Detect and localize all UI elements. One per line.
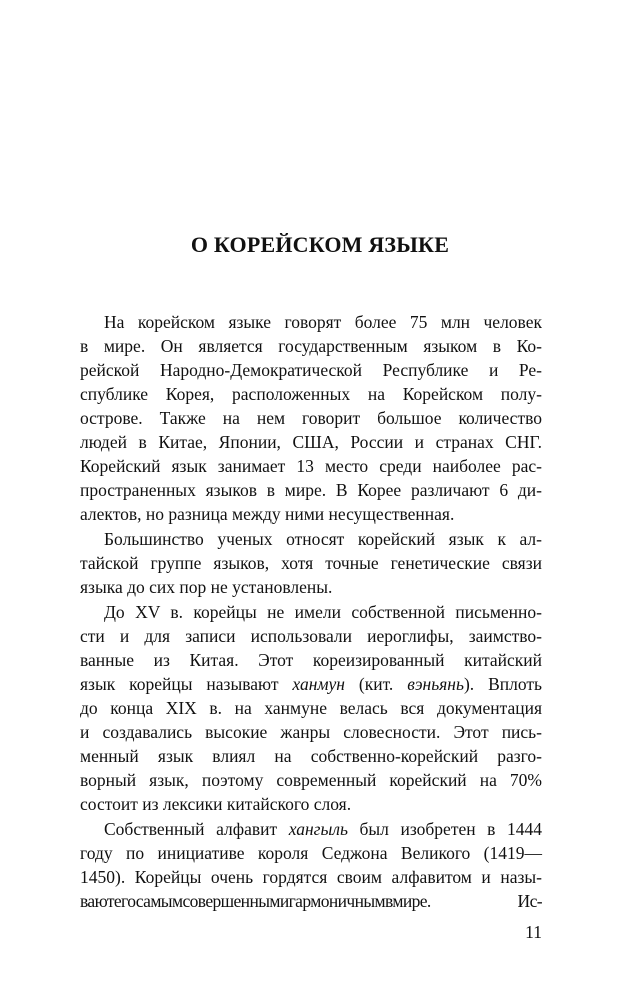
text-run: был изобретен в 1444	[347, 819, 542, 839]
paragraph-2-line-3: языка до сих пор не установлены.	[80, 577, 333, 597]
text-run: ). Вплоть	[463, 674, 542, 694]
paragraph-1-line-2: в мире. Он является государственным языком в Ко-	[80, 336, 542, 356]
paragraph-1-line-6: людей в Китае, Японии, США, России и странах СНГ.	[80, 432, 542, 452]
paragraph-4-line-1	[104, 817, 542, 841]
paragraph-3-line-5: до конца XIX в. на ханмуне велась вся документация	[80, 698, 542, 718]
paragraph-1-line-4: спублике Корея, расположенных на Корейском полу-	[80, 384, 542, 404]
paragraph-3-line-3: ванные из Китая. Этот кореизированный китайский	[80, 650, 542, 670]
paragraph-3-line-6: и создавались высокие жанры словесности. Этот пись-	[80, 722, 542, 742]
paragraph-1-line-3: рейской Народно-Демократической Республике и Ре-	[80, 360, 542, 380]
paragraph-1-line-9: алектов, но разница между ними несущественная.	[80, 504, 455, 524]
paragraph-2-line-1: Большинство ученых относят корейский язык к ал-	[104, 529, 542, 549]
paragraph-1-line-1: На корейском языке говорят более 75 млн человек	[104, 312, 542, 332]
italic-term-wenyan: вэньянь	[407, 674, 464, 694]
paragraph-1-line-7: Корейский язык занимает 13 место среди наиболее рас-	[80, 456, 542, 476]
paragraph-1-line-8: пространенных языков в мире. В Корее различают 6 ди-	[80, 480, 542, 500]
paragraph-4-line-4: ваютегосамымсовершеннымигармоничнымвмире. Ис-	[80, 891, 542, 911]
paragraph-3-line-9: состоит из лексики китайского слоя.	[80, 794, 352, 814]
chapter-title: О КОРЕЙСКОМ ЯЗЫКЕ	[190, 232, 450, 257]
paragraph-2-line-2: тайской группе языков, хотя точные генетические связи	[80, 553, 542, 573]
paragraph-3-line-2: сти и для записи использовали иероглифы, заимство-	[80, 626, 542, 646]
paragraph-3-line-1: До XV в. корейцы не имели собственной письменно-	[104, 602, 542, 622]
italic-term-hanmun: ханмун	[292, 674, 345, 694]
text-run: Собственный алфавит	[104, 819, 289, 839]
paragraph-4-line-3: 1450). Корейцы очень гордятся своим алфавитом и назы-	[80, 867, 542, 887]
paragraph-3-line-8: ворный язык, поэтому современный корейский на 70%	[80, 770, 542, 790]
text-run: язык корейцы называют	[80, 674, 293, 694]
paragraph-4-line-2: году по инициативе короля Седжона Великого (1419—	[80, 843, 542, 863]
page-number: 11	[525, 922, 542, 942]
paragraph-3-line-7: менный язык влиял на собственно-корейский разго-	[80, 746, 542, 766]
italic-term-hangul: хангыль	[288, 819, 348, 839]
paragraph-1-line-5: острове. Также на нем говорит большое количество	[80, 408, 542, 428]
paragraph-3-line-4	[80, 672, 542, 696]
text-run: (кит.	[345, 674, 408, 694]
